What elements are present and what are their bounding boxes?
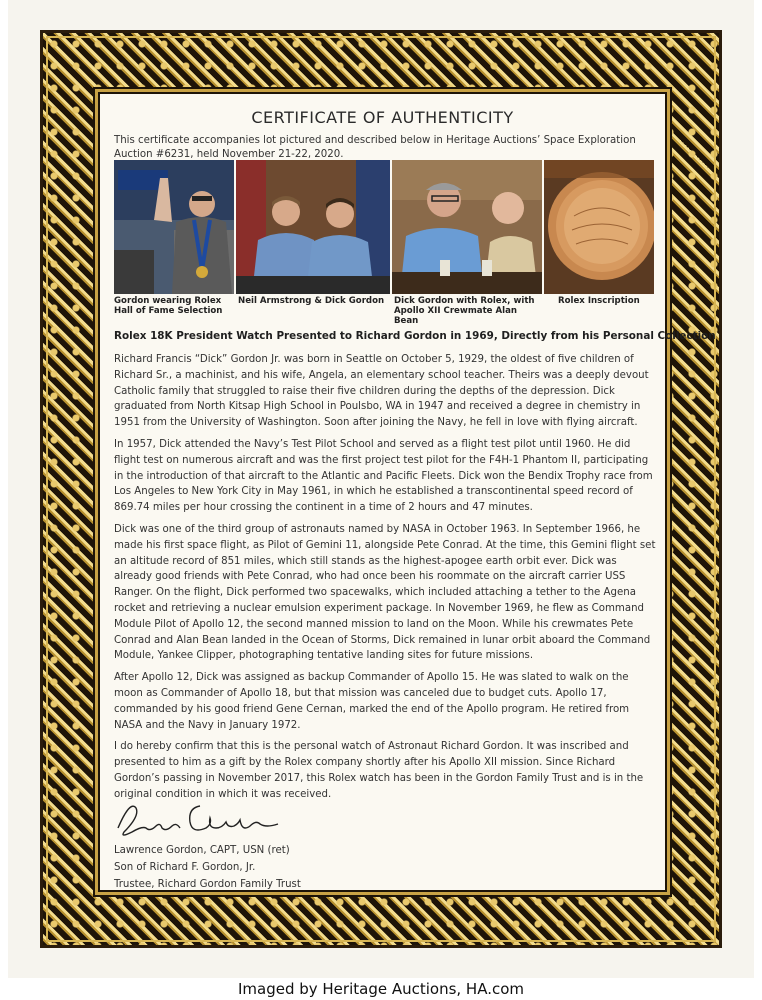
photo-strip: [114, 160, 654, 326]
caption-gordon-alan-bean: Dick Gordon with Rolex, with Apollo XII Crewmate Alan Bean: [394, 296, 535, 326]
handwritten-signature: [110, 798, 290, 840]
certificate-panel: [98, 92, 716, 892]
signer-relation: Son of Richard F. Gordon, Jr.: [114, 862, 256, 873]
photo-armstrong-gordon: [236, 160, 390, 294]
paragraph-confirmation: I do hereby confirm that this is the personal watch of Astronaut Richard Gordon. It was inscribed and presented to him as a gift by the Rolex company shortly after his Apollo XII mission. Since Richard Gordon’s passing in November 2017, this Rolex watch has been in the Gordon Family Trust and is in the original condition in which it was received.: [114, 741, 644, 800]
signer-title: Trustee, Richard Gordon Family Trust: [114, 879, 301, 890]
paragraph-after-apollo: After Apollo 12, Dick was assigned as backup Commander of Apollo 15. He was slated to walk on the moon as Commander of Apollo 18, but that mission was canceled due to budget cuts. Apollo 17, commanded by his good friend Gene Cernan, marked the end of the Apollo program. He retired from NASA and the Navy in January 1972.: [114, 672, 630, 731]
photo-gordon-alan-bean: [392, 160, 542, 294]
photo-rolex-inscription: [544, 160, 654, 294]
caption-gordon-hall-of-fame: Gordon wearing Rolex Hall of Fame Selection: [114, 296, 223, 316]
caption-rolex-inscription: Rolex Inscription: [558, 296, 640, 306]
signer-name: Lawrence Gordon, CAPT, USN (ret): [114, 845, 290, 856]
biography-text: [114, 352, 657, 809]
certificate-title: CERTIFICATE OF AUTHENTICITY: [251, 108, 514, 127]
intro-text: This certificate accompanies lot pictured and described below in Heritage Auctions’ Space Exploration Auction #6231, held November 21-22, 2020.: [114, 135, 636, 160]
caption-armstrong-gordon: Neil Armstrong & Dick Gordon: [238, 296, 385, 306]
paragraph-early-life: Richard Francis “Dick” Gordon Jr. was born in Seattle on October 5, 1929, the oldest of five children of Richard Sr., a machinist, and his wife, Angela, an elementary school teacher. Theirs was a deeply devout Catholic family that struggled to raise their five children during the depths of the depression. Dick graduated from North Kitsap High School in Poulsbo, WA in 1947 and received a degree in chemistry in 1951 from the University of Washington. Soon after joining the Navy, he fell in love with flying aircraft.: [114, 354, 649, 429]
signer-block: [114, 842, 301, 893]
lot-heading: Rolex 18K President Watch Presented to Richard Gordon in 1969, Directly from his Personal Collection: [114, 330, 716, 342]
paragraph-test-pilot: In 1957, Dick attended the Navy’s Test Pilot School and served as a flight test pilot until 1960. He did flight test on numerous aircraft and was the first project test pilot for the F4H-1 Phantom II, participating in the introduction of that aircraft to the Atlantic and Pacific Fleets. Dick won the Bendix Trophy race from Los Angeles to New York City in May 1961, in which he established a transcontinental speed record of 869.74 miles per hour crossing the continent in a time of 2 hours and 47 minutes.: [114, 438, 653, 514]
photo-gordon-hall-of-fame: [114, 160, 234, 294]
image-credit: Imaged by Heritage Auctions, HA.com: [237, 980, 525, 998]
paragraph-astronaut: Dick was one of the third group of astronauts named by NASA in October 1963. In September 1966, he made his first space flight, as Pilot of Gemini 11, alongside Pete Conrad. At the time, this Gemini flight set an altitude record of 851 miles, which still stands as the highest-apogee earth orbit ever. Dick was already good friends with Pete Conrad, who had once been his roommate on the aircraft carrier USS Ranger. On the flight, Dick performed two spacewalks, which included attaching a tether to the Agena rocket and retrieving a nuclear emulsion experiment package. In November 1969, he flew as Command Module Pilot of Apollo 12, the second manned mission to land on the Moon. While his crewmates Pete Conrad and Alan Bean landed in the Ocean of Storms, Dick remained in lunar orbit aboard the Command Module, Yankee Clipper, photographing tentative landing sites for future missions.: [114, 523, 656, 662]
